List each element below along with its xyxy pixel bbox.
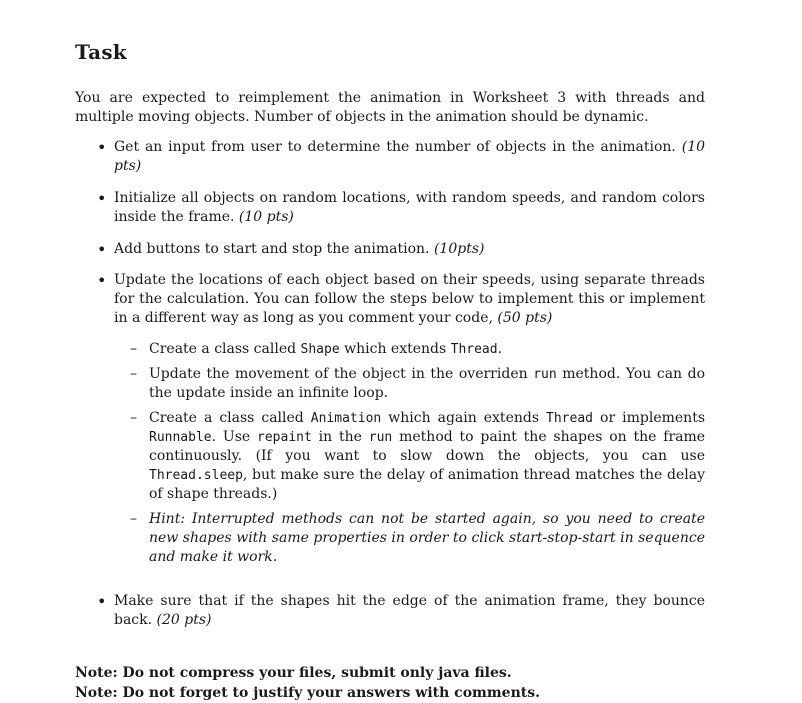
task-item-threads — [75, 271, 705, 581]
subtask-list — [114, 340, 705, 567]
code-animation: Animation — [310, 411, 382, 426]
code-repaint: repaint — [257, 430, 312, 445]
text: which again extends — [388, 410, 540, 426]
text: in the — [318, 429, 362, 445]
text: . — [497, 341, 503, 357]
note-compress: Note: Do not compress your files, submit only java files. — [75, 665, 512, 681]
task-item-points: (10pts) — [433, 241, 485, 257]
task-item-buttons — [75, 240, 705, 259]
text: Create a class called — [149, 410, 304, 426]
task-item-text: Add buttons to start and stop the animation. — [114, 241, 430, 257]
text: which extends — [344, 341, 447, 357]
task-item-initialize — [75, 189, 705, 227]
task-item-text: Update the locations of each object based on their speeds, using separate threads for the calculation. You can follow the steps below to implement this or implement in a different way as long as you comment your code, — [114, 272, 705, 326]
code-thread: Thread — [546, 411, 593, 426]
code-runnable: Runnable — [149, 430, 212, 445]
task-item-text: Initialize all objects on random locations, with random speeds, and random colors inside the frame. — [114, 190, 705, 225]
code-run: run — [368, 430, 393, 445]
code-run: run — [533, 367, 557, 382]
task-item-text: Get an input from user to determine the number of objects in the animation. — [114, 139, 676, 155]
text: , but make sure the delay of animation thread matches the delay of shape threads.) — [149, 467, 705, 502]
task-item-points: (20 pts) — [156, 612, 212, 628]
task-item-input — [75, 138, 705, 176]
text: Update the movement of the object in the overriden — [149, 366, 528, 382]
intro-paragraph: You are expected to reimplement the animation in Worksheet 3 with threads and multiple moving objects. Number of objects in the animation should be dynamic. — [75, 90, 705, 125]
note-justify: Note: Do not forget to justify your answers with comments. — [75, 685, 540, 701]
task-item-points: (10 pts) — [114, 139, 706, 174]
task-list — [75, 138, 705, 630]
code-thread: Thread — [450, 342, 498, 357]
task-item-bounce — [75, 592, 705, 630]
text: method. You can do the update inside an infinite loop. — [149, 366, 706, 401]
task-item-points: (10 pts) — [238, 209, 294, 225]
subtask-shape-class — [114, 340, 705, 359]
task-item-points: (50 pts) — [497, 310, 553, 326]
text: or implements — [600, 410, 706, 426]
text: Create a class called — [149, 341, 297, 357]
code-shape: Shape — [300, 342, 340, 357]
text: . Use — [211, 429, 251, 445]
subtask-hint: – Hint: Interrupted methods can not be started again, so you need to create new shapes with same properties in order to click start-stop-start in sequence and make it work. — [114, 510, 705, 567]
page-title: Task — [75, 40, 127, 64]
subtask-animation-class — [114, 409, 705, 504]
task-item-text: Make sure that if the shapes hit the edge of the animation frame, they bounce back. — [114, 593, 705, 628]
code-thread-sleep: Thread.sleep — [149, 468, 243, 483]
document — [75, 40, 705, 703]
subtask-run-method — [114, 365, 705, 403]
notes-section — [75, 663, 705, 703]
text: method to paint the shapes on the frame continuously. (If you want to slow down the objects, you can use — [149, 429, 706, 464]
